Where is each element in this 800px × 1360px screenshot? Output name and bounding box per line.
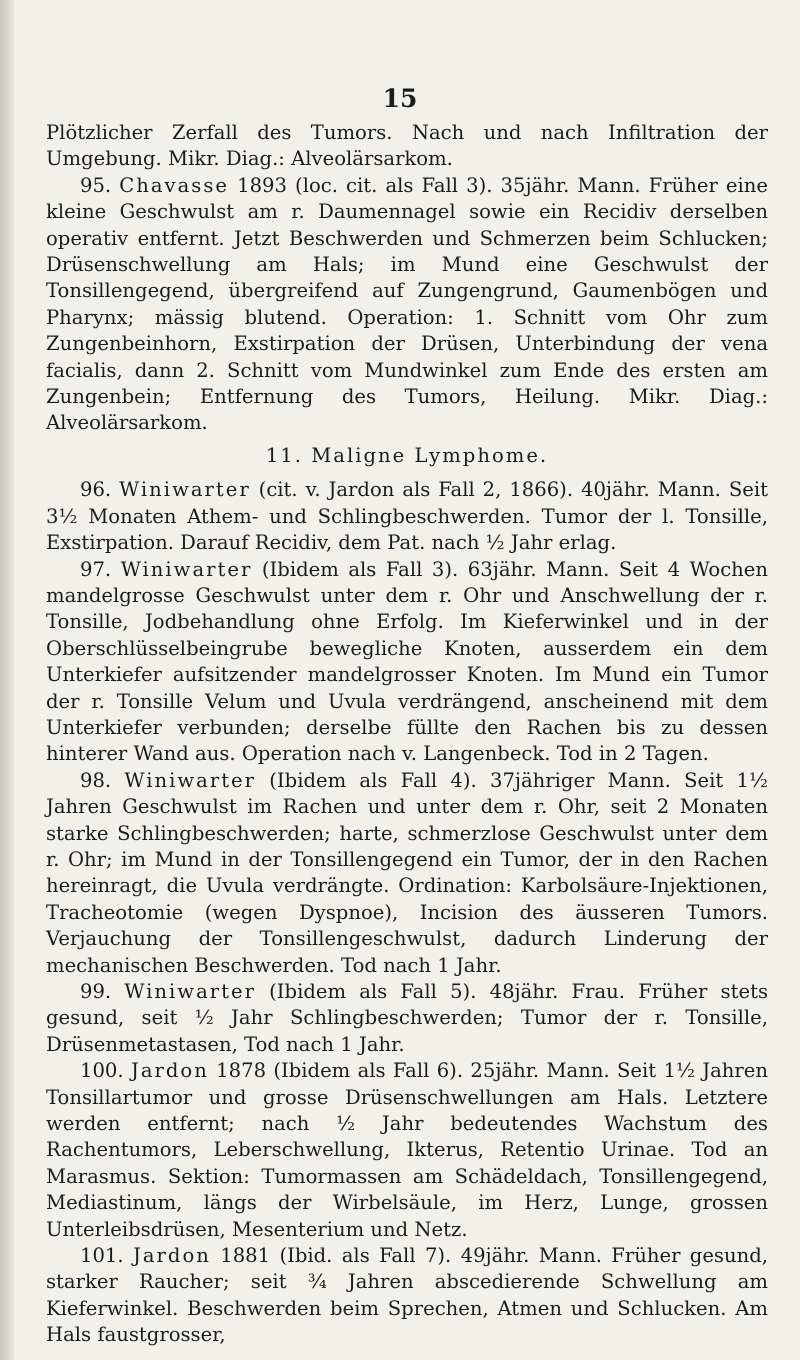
case-96 [46,477,768,556]
case-101 [46,1243,768,1349]
case-number: 100. [80,1059,124,1083]
case-95 [46,173,768,437]
case-author: Jardon [130,1059,209,1083]
case-text: 1878 (Ibidem als Fall 6). 25jähr. Mann. Seit 1½ Jahren Tonsillartumor und grosse Drüsenschwellungen am Hals. Letztere werden entfernt; nach ½ Jahr bedeutendes Wachstum des Rachentumors, Leberschwellung, Ikterus, Retentio Urinae. Tod an Marasmus. Sektion: Tumormassen am Schädeldach, Tonsillengegend, Mediastinum, längs der Wirbelsäule, im Herz, Lunge, grossen Unterleibsdrüsen, Mesenterium und Netz. [46,1059,768,1241]
case-text: 1893 (loc. cit. als Fall 3). 35jähr. Mann. Früher eine kleine Geschwulst am r. Daumennagel sowie ein Recidiv derselben operativ entfernt. Jetzt Beschwerden und Schmerzen beim Schlucken; Drüsenschwellung am Hals; im Mund eine Geschwulst der Tonsillengegend, übergreifend auf Zungengrund, Gaumenbögen und Pharynx; mässig blutend. Operation: 1. Schnitt vom Ohr zum Zungenbeinhorn, Exstirpation der Drüsen, Unterbindung der vena facialis, dann 2. Schnitt vom Mundwinkel zum Ende des ersten am Zungenbein; Entfernung des Tumors, Heilung. Mikr. Diag.: Alveolärsarkom. [46,173,769,435]
paragraph-continuation [46,120,768,173]
section-heading: 11. Maligne Lymphome. [265,443,549,467]
case-author: Chavasse [119,173,230,197]
body-text [46,120,768,1349]
case-text: 1881 (Ibid. als Fall 7). 49jähr. Mann. Früher gesund, starker Raucher; seit ¾ Jahren abscedierende Schwellung am Kieferwinkel. Beschwerden beim Sprechen, Atmen und Schlucken. Am Hals faustgrosser, [46,1244,769,1347]
case-number: 98. [80,768,112,792]
case-number: 96. [80,478,112,502]
case-text: (cit. v. Jardon als Fall 2, 1866). 40jähr. Mann. Seit 3½ Monaten Athem- und Schlingbeschwerden. Tumor der l. Tonsille, Exstirpation. Darauf Recidiv, dem Pat. nach ½ Jahr erlag. [46,478,769,555]
case-number: 99. [80,980,112,1003]
case-100 [46,1058,768,1243]
case-author: Winiwarter [120,557,253,581]
case-99 [46,979,768,1058]
case-text: (Ibidem als Fall 5). 48jähr. Frau. Früher stets gesund, seit ½ Jahr Schlingbeschwerden; Tumor der r. Tonsille, Drüsenmetastasen, Tod nach 1 Jahr. [46,980,768,1056]
case-text: (Ibidem als Fall 3). 63jähr. Mann. Seit 4 Wochen mandelgrosse Geschwulst unter dem r. Ohr und Anschwellung der r. Tonsille, Jodbehandlung ohne Erfolg. Im Kieferwinkel und in der Oberschlüsselbeingrube bewegliche Knoten, ausserdem ein dem Unterkiefer aufsitzender mandelgrosser Knoten. Im Mund ein Tumor der r. Tonsille Velum und Uvula verdrängend, anscheinend mit dem Unterkiefer verbunden; derselbe füllte den Rachen bis zu dessen hinterer Wand aus. Operation nach v. Langenbeck. Tod in 2 Tagen. [46,557,768,766]
case-number: 101. [80,1244,124,1268]
case-author: Winiwarter [124,980,256,1003]
case-number: 95. [80,173,112,197]
case-author: Jardon [133,1244,211,1268]
case-97 [46,557,768,768]
case-author: Winiwarter [124,768,257,792]
case-98 [46,768,768,979]
case-author: Winiwarter [119,478,251,502]
paragraph-text: Plötzlicher Zerfall des Tumors. Nach und nach Infiltration der Umgebung. Mikr. Diag.: Alveolärsarkom. [46,121,768,171]
case-number: 97. [80,557,112,581]
page-binding-edge [0,0,14,1360]
page-number: 15 [382,84,418,113]
case-text: (Ibidem als Fall 4). 37jähriger Mann. Seit 1½ Jahren Geschwulst im Rachen und unter dem r. Ohr, seit 2 Monaten starke Schlingbeschwerden; harte, schmerzlose Geschwulst unter dem r. Ohr; im Mund in der Tonsillengegend ein Tumor, der in den Rachen hereinragt, die Uvula verdrängte. Ordination: Karbolsäure-Injektionen, Tracheotomie (wegen Dyspnoe), Incision des äusseren Tumors. Verjauchung der Tonsillengeschwulst, dadurch Linderung der mechanischen Beschwerden. Tod nach 1 Jahr. [46,768,768,977]
